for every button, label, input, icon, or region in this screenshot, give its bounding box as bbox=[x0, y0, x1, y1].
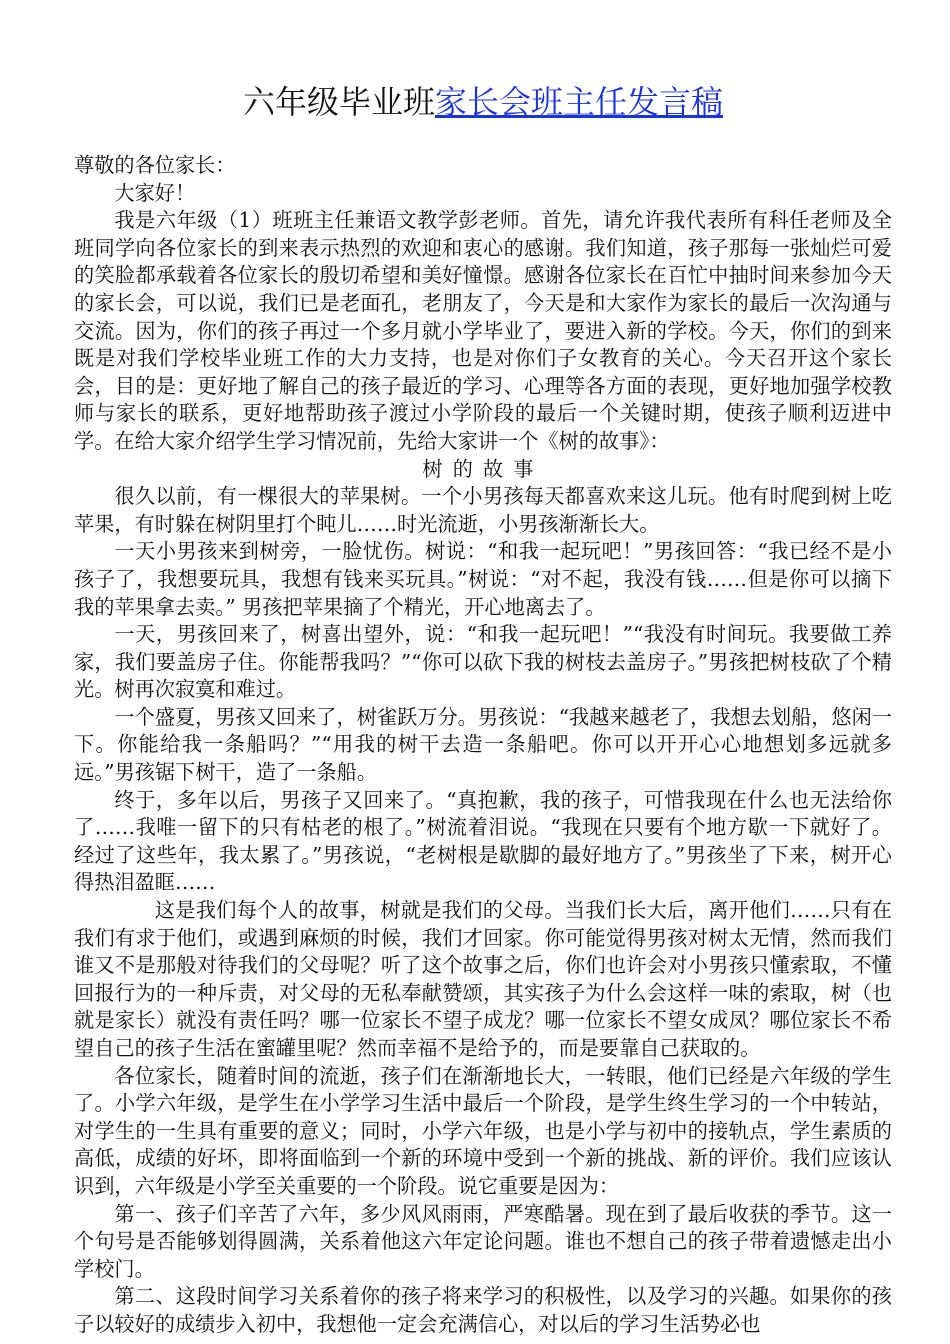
story-paragraph: 一个盛夏，男孩又回来了，树雀跃万分。男孩说：“我越来越老了，我想去划船，悠闲一下。你能给我一条船吗？”“用我的树干去造一条船吧。你可以开开心心地想划多远就多远。”男孩锯下树干，造了一条船。 bbox=[74, 704, 892, 785]
sixth-grade-paragraph: 各位家长，随着时间的流逝，孩子们在渐渐地长大，一转眼，他们已经是六年级的学生了。小学六年级，是学生在小学学习生活中最后一个阶段，是学生终生学习的一个中转站，对学生的一生具有重要的意义；同时，小学六年级，也是小学与初中的接轨点，学生素质的高低，成绩的好坏，即将面临到一个新的环境中受到一个新的挑战、新的评价。我们应该认识到，六年级是小学至关重要的一个阶段。说它重要是因为： bbox=[74, 1063, 892, 1198]
story-paragraph: 很久以前，有一棵很大的苹果树。一个小男孩每天都喜欢来这儿玩。他有时爬到树上吃苹果，有时躲在树阴里打个盹儿……时光流逝，小男孩渐渐长大。 bbox=[74, 484, 892, 536]
story-paragraph: 一天，男孩回来了，树喜出望外，说：“和我一起玩吧！”“我没有时间玩。我要做工养家，我们要盖房子住。你能帮我吗？”“你可以砍下我的树枝去盖房子。”男孩把树枝砍了个精光。树再次寂寞和难过。 bbox=[74, 622, 892, 702]
document-body bbox=[74, 152, 892, 1339]
story-title: 树的故事 bbox=[422, 456, 544, 481]
document-page bbox=[74, 80, 892, 1339]
title-link[interactable]: 家长会班主任发言稿 bbox=[435, 83, 724, 121]
story-paragraph: 一天小男孩来到树旁，一脸忧伤。树说：“和我一起玩吧！”男孩回答：“我已经不是小孩子了，我想要玩具，我想有钱来买玩具。”树说：“对不起，我没有钱……但是你可以摘下我的苹果拿去卖。” 男孩把苹果摘了个精光，开心地离去了。 bbox=[74, 539, 892, 619]
intro-paragraph: 我是六年级（1）班班主任兼语文教学彭老师。首先，请允许我代表所有科任老师及全班同学向各位家长的到来表示热烈的欢迎和衷心的感谢。我们知道，孩子那每一张灿烂可爱的笑脸都承载着各位家长的殷切希望和美好憧憬。感谢各位家长在百忙中抽时间来参加今天的家长会，可以说，我们已是老面孔，老朋友了，今天是和大家作为家长的最后一次沟通与交流。因为，你们的孩子再过一个多月就小学毕业了，要进入新的学校。今天，你们的到来既是对我们学校毕业班工作的大力支持，也是对你们子女教育的关心。今天召开这个家长会，目的是：更好地了解自己的孩子最近的学习、心理等各方面的表现，更好地加强学校教师与家长的联系，更好地帮助孩子渡过小学阶段的最后一个关键时期，使孩子顺利迈进中学。在给大家介绍学生学习情况前，先给大家讲一个《树的故事》： bbox=[74, 208, 892, 453]
salutation: 尊敬的各位家长： bbox=[74, 153, 236, 177]
greeting: 大家好！ bbox=[114, 180, 196, 205]
document-title bbox=[74, 80, 892, 124]
story-paragraph: 终于，多年以后，男孩子又回来了。“真抱歉，我的孩子，可惜我现在什么也无法给你了……我唯一留下的只有枯老的根了。”树流着泪说。“我现在只要有个地方歇一下就好了。经过了这些年，我太累了。”男孩说，“老树根是歇脚的最好地方了。”男孩坐了下来，树开心得热泪盈眶…… bbox=[74, 787, 892, 895]
title-plain: 六年级毕业班 bbox=[242, 83, 435, 121]
point-two-paragraph: 第二、这段时间学习关系着你的孩子将来学习的积极性，以及学习的兴趣。如果你的孩子以较好的成绩步入初中，我想他一定会充满信心，对以后的学习生活势必也 bbox=[74, 1284, 892, 1336]
point-one-paragraph: 第一、孩子们辛苦了六年，多少风风雨雨，严寒酷暑。现在到了最后收获的季节。这一个句号是否能够划得圆满，关系着他这六年定论问题。谁也不想自己的孩子带着遗憾走出小学校门。 bbox=[74, 1201, 892, 1281]
reflection-paragraph: 这是我们每个人的故事，树就是我们的父母。当我们长大后，离开他们……只有在我们有求于他们，或遇到麻烦的时候，我们才回家。你可能觉得男孩对树太无情，然而我们谁又不是那般对待我们的父母呢？听了这个故事之后，你们也许会对小男孩只懂索取，不懂回报行为的一种斥责，对父母的无私奉献赞颂，其实孩子为什么会这样一味的索取，树（也就是家长）就没有责任吗？哪一位家长不望子成龙？哪一位家长不望女成凤？哪位家长不希望自己的孩子生活在蜜罐里呢？然而幸福不是给予的，而是要靠自己获取的。 bbox=[74, 898, 892, 1060]
